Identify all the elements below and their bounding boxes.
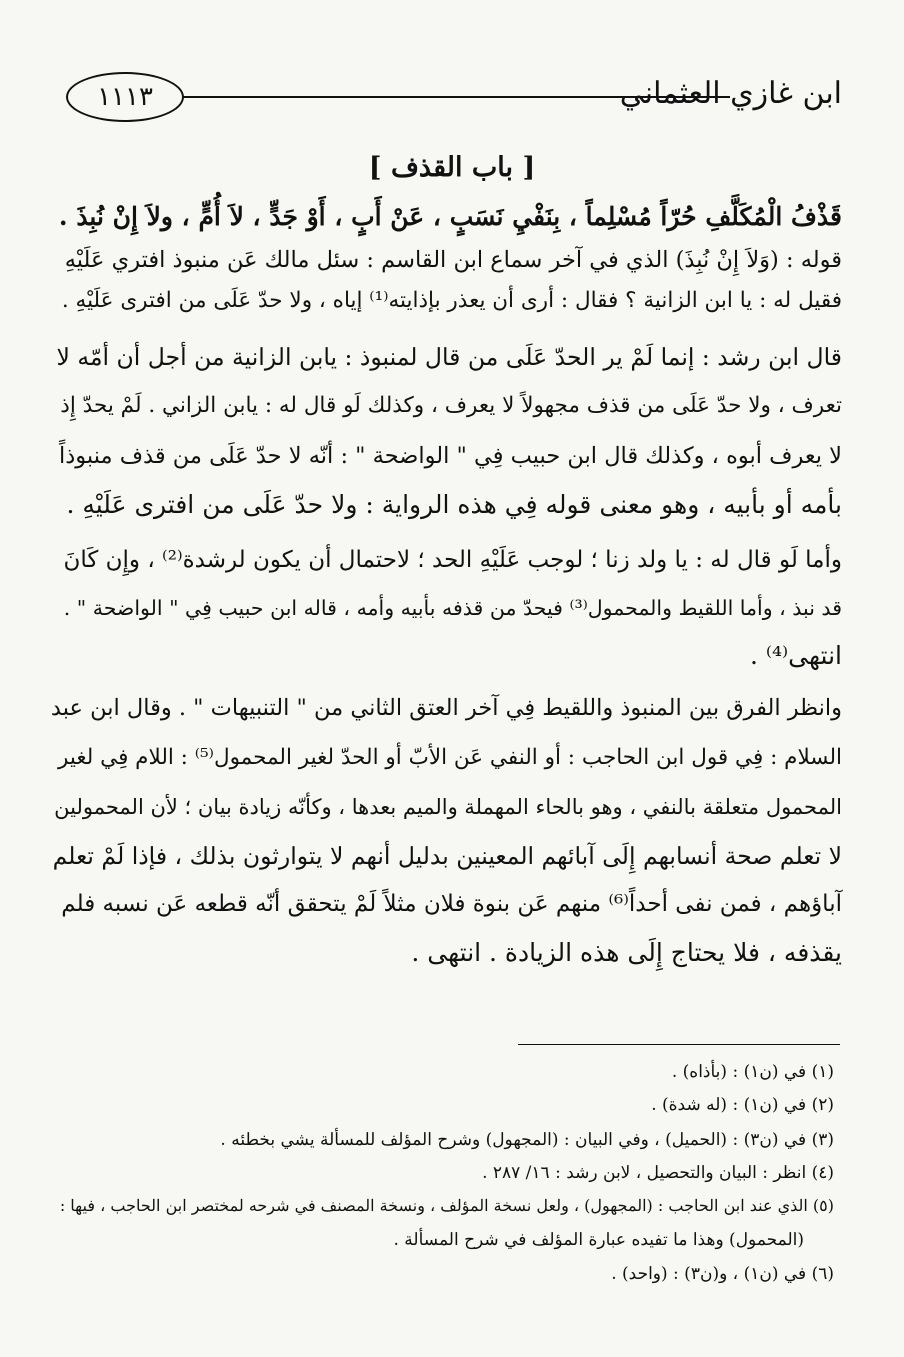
body-line: تعرف ، ولا حدّ عَلَى من قذف مجهولاً لا يعرف ، وكذلك لَو قال له : يابن الزاني . لَمْ يحدّ إِذ bbox=[60, 393, 842, 418]
body-line: قال ابن رشد : إنما لَمْ ير الحدّ عَلَى من قال لمنبوذ : يابن الزانية من أجل أن أمّه لا bbox=[56, 343, 842, 371]
body-line: لا يعرف أبوه ، وكذلك قال ابن حبيب فِي " الواضحة " : أنّه لا حدّ عَلَى من قذف منبوذاً bbox=[59, 443, 842, 469]
body-line: وانظر الفرق بين المنبوذ واللقيط فِي آخر العتق الثاني من " التنبيهات " . وقال ابن عبد bbox=[50, 695, 842, 721]
footnote: (٢) في (ن١) : (له شدة) . bbox=[651, 1095, 834, 1115]
body-line: السلام : فِي قول ابن الحاجب : أو النفي عَن الأبّ أو الحدّ لغير المحمول⁽⁵⁾ : اللام فِي لغير bbox=[58, 745, 842, 770]
body-line: انتهى⁽⁴⁾ . bbox=[749, 641, 842, 670]
matn-text: قَذْفُ الْمُكَلَّفِ حُرّاً مُسْلِماً ، بِنَفْيِ نَسَبٍ ، عَنْ أَبٍ ، أَوْ جَدٍّ ، لاَ أُمٍّ ، ولاَ إِنْ نُبِذَ . bbox=[58, 202, 842, 231]
running-title: ابن غازي العثماني bbox=[619, 76, 842, 111]
body-line: قد نبذ ، وأما اللقيط والمحمول⁽³⁾ فيحدّ من قذفه بأبيه وأمه ، قاله ابن حبيب فِي " الواضحة " . bbox=[63, 596, 842, 620]
footnote: (١) في (ن١) : (بأذاه) . bbox=[671, 1062, 834, 1082]
body-line: وأما لَو قال له : يا ولد زنا ؛ لوجب عَلَيْهِ الحد ؛ لاحتمال أن يكون لرشدة⁽²⁾ ، وإِن كَانَ bbox=[63, 547, 842, 573]
header-rule bbox=[182, 96, 730, 98]
body-line: لا تعلم صحة أنسابهم إِلَى آبائهم المعينين بدليل أنهم لا يتوارثون بذلك ، فإذا لَمْ تعلم bbox=[52, 842, 842, 870]
chapter-title: [ باب القذف ] bbox=[368, 152, 536, 183]
footnote: (٣) في (ن٣) : (الحميل) ، وفي البيان : (المجهول) وشرح المؤلف للمسألة يشي بخطئه . bbox=[220, 1130, 834, 1150]
page-number: ١١١٣ bbox=[66, 72, 184, 122]
body-line: قوله : (وَلاَ إِنْ نُبِذَ) الذي في آخر سماع ابن القاسم : سئل مالك عَن منبوذ افتري عَلَيْهِ bbox=[64, 247, 842, 273]
footnote-continuation: (المحمول) وهذا ما تفيده عبارة المؤلف في شرح المسألة . bbox=[393, 1230, 804, 1250]
footnote: (٦) في (ن١) ، و(ن٣) : (واحد) . bbox=[611, 1264, 834, 1284]
body-line: فقيل له : يا ابن الزانية ؟ فقال : أرى أن يعذر بإذايته⁽¹⁾ إياه ، ولا حدّ عَلَى من افترى عَلَيْهِ . bbox=[61, 288, 842, 313]
footnote-separator bbox=[518, 1044, 840, 1045]
body-line: المحمول متعلقة بالنفي ، وهو بالحاء المهملة والميم بعدها ، وكأنّه زيادة بيان ؛ لأن المحمولين bbox=[54, 795, 842, 819]
footnote: (٥) الذي عند ابن الحاجب : (المجهول) ، ولعل نسخة المؤلف ، ونسخة المصنف في شرحه لمختصر ابن الحاجب ، فيها : bbox=[59, 1196, 834, 1215]
footnote: (٤) انظر : البيان والتحصيل ، لابن رشد : ١٦/ ٢٨٧ . bbox=[482, 1163, 834, 1183]
body-line: بأمه أو بأبيه ، وهو معنى قوله فِي هذه الرواية : ولا حدّ عَلَى من افترى عَلَيْهِ . bbox=[66, 490, 842, 519]
body-line: آباؤهم ، فمن نفى أحداً⁽⁶⁾ منهم عَن بنوة فلان مثلاً لَمْ يتحقق أنّه قطعه عَن نسبه فلم bbox=[61, 891, 842, 917]
body-line: يقذفه ، فلا يحتاج إِلَى هذه الزيادة . انتهى . bbox=[411, 938, 842, 967]
